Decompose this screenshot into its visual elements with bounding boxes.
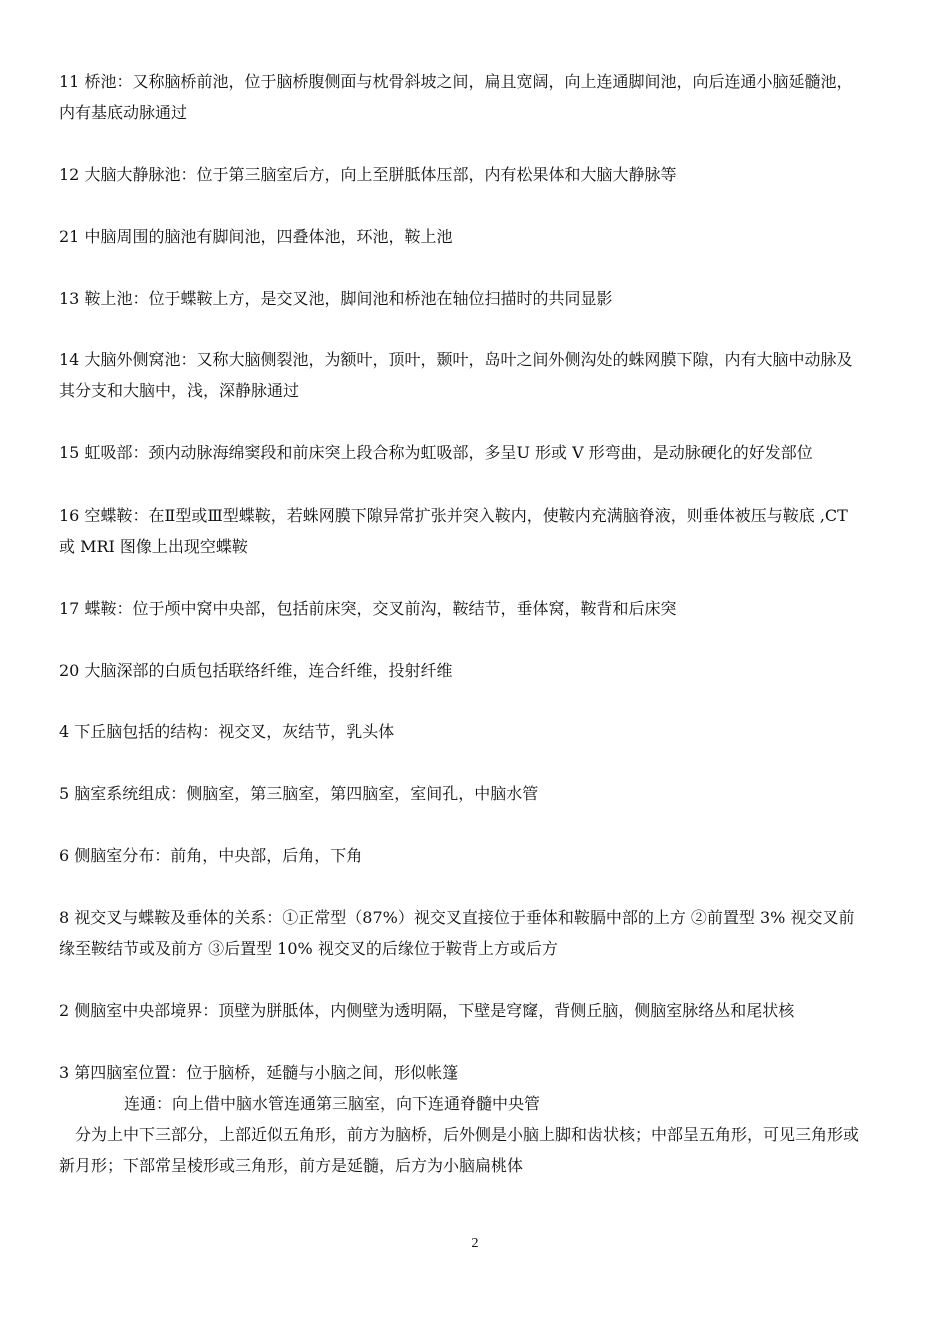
paragraph-line: 或 MRI 图像上出现空蝶鞍	[59, 537, 248, 556]
paragraph-line: 15 虹吸部：颈内动脉海绵窦段和前床突上段合称为虹吸部，多呈U 形或 V 形弯曲，是动脉硬化的好发部位	[59, 443, 813, 462]
paragraph-line: 20 大脑深部的白质包括联络纤维，连合纤维，投射纤维	[59, 661, 453, 680]
paragraph-15-siphon	[59, 437, 899, 468]
division-line: 新月形；下部常呈棱形或三角形，前方是延髓，后方为小脑扁桃体	[59, 1156, 524, 1175]
connection-line: 连通：向上借中脑水管连通第三脑室，向下连通脊髓中央管	[124, 1094, 541, 1113]
paragraph-line: 6 侧脑室分布：前角，中央部，后角，下角	[59, 846, 363, 865]
paragraph-16-empty-sella	[59, 500, 899, 562]
paragraph-12-great-cerebral-vein-cistern	[59, 159, 899, 190]
paragraph-4-hypothalamus	[59, 716, 899, 747]
paragraph-20-white-matter	[59, 655, 899, 686]
paragraph-17-sella-turcica	[59, 593, 899, 624]
paragraph-5-ventricular-system	[59, 778, 899, 809]
paragraph-line: 2 侧脑室中央部境界：顶壁为胼胝体，内侧壁为透明隔，下壁是穹窿，背侧丘脑，侧脑室脉络丛和尾状核	[59, 1001, 795, 1020]
paragraph-line: 13 鞍上池：位于蝶鞍上方，是交叉池，脚间池和桥池在轴位扫描时的共同显影	[59, 289, 613, 308]
paragraph-14-lateral-fossa-cistern	[59, 344, 899, 406]
paragraph-line: 内有基底动脉通过	[59, 103, 188, 122]
paragraph-2-central-part-boundaries	[59, 995, 899, 1026]
paragraph-line: 12 大脑大静脉池：位于第三脑室后方，向上至胼胝体压部，内有松果体和大脑大静脉等	[59, 165, 677, 184]
paragraph-line: 5 脑室系统组成：侧脑室，第三脑室，第四脑室，室间孔，中脑水管	[59, 784, 539, 803]
paragraph-11-prepontine-cistern	[59, 66, 899, 128]
paragraph-13-suprasellar-cistern	[59, 283, 899, 314]
paragraph-line: 11 桥池：又称脑桥前池，位于脑桥腹侧面与枕骨斜坡之间，扁且宽阔，向上连通脚间池，向后连通小脑延髓池，	[59, 72, 853, 91]
paragraph-line: 8 视交叉与蝶鞍及垂体的关系：①正常型（87%）视交叉直接位于垂体和鞍膈中部的上方 ②前置型 3% 视交叉前	[59, 908, 855, 927]
paragraph-8-optic-chiasm	[59, 902, 899, 964]
paragraph-3-fourth-ventricle	[59, 1057, 899, 1181]
paragraph-line: 3 第四脑室位置：位于脑桥，延髓与小脑之间，形似帐篷	[59, 1063, 459, 1082]
paragraph-21-midbrain-cisterns	[59, 221, 899, 252]
paragraph-line: 17 蝶鞍：位于颅中窝中央部，包括前床突，交叉前沟，鞍结节，垂体窝，鞍背和后床突	[59, 599, 677, 618]
paragraph-line: 其分支和大脑中，浅，深静脉通过	[59, 381, 300, 400]
paragraph-line: 21 中脑周围的脑池有脚间池，四叠体池，环池，鞍上池	[59, 227, 453, 246]
paragraph-6-lateral-ventricle	[59, 840, 899, 871]
paragraph-line: 14 大脑外侧窝池：又称大脑侧裂池，为额叶，顶叶，颞叶，岛叶之间外侧沟处的蛛网膜下隙，内有大脑中动脉及	[59, 350, 853, 369]
paragraph-line: 缘至鞍结节或及前方 ③后置型 10% 视交叉的后缘位于鞍背上方或后方	[59, 939, 558, 958]
division-line: 分为上中下三部分，上部近似五角形，前方为脑桥，后外侧是小脑上脚和齿状核；中部呈五角形，可见三角形或	[75, 1125, 860, 1144]
page-number: 2	[471, 1236, 479, 1251]
paragraph-line: 4 下丘脑包括的结构：视交叉，灰结节，乳头体	[59, 722, 395, 741]
paragraph-line: 16 空蝶鞍：在Ⅱ型或Ⅲ型蝶鞍，若蛛网膜下隙异常扩张并突入鞍内，使鞍内充满脑脊液，则垂体被压与鞍底 ,CT	[59, 506, 848, 525]
